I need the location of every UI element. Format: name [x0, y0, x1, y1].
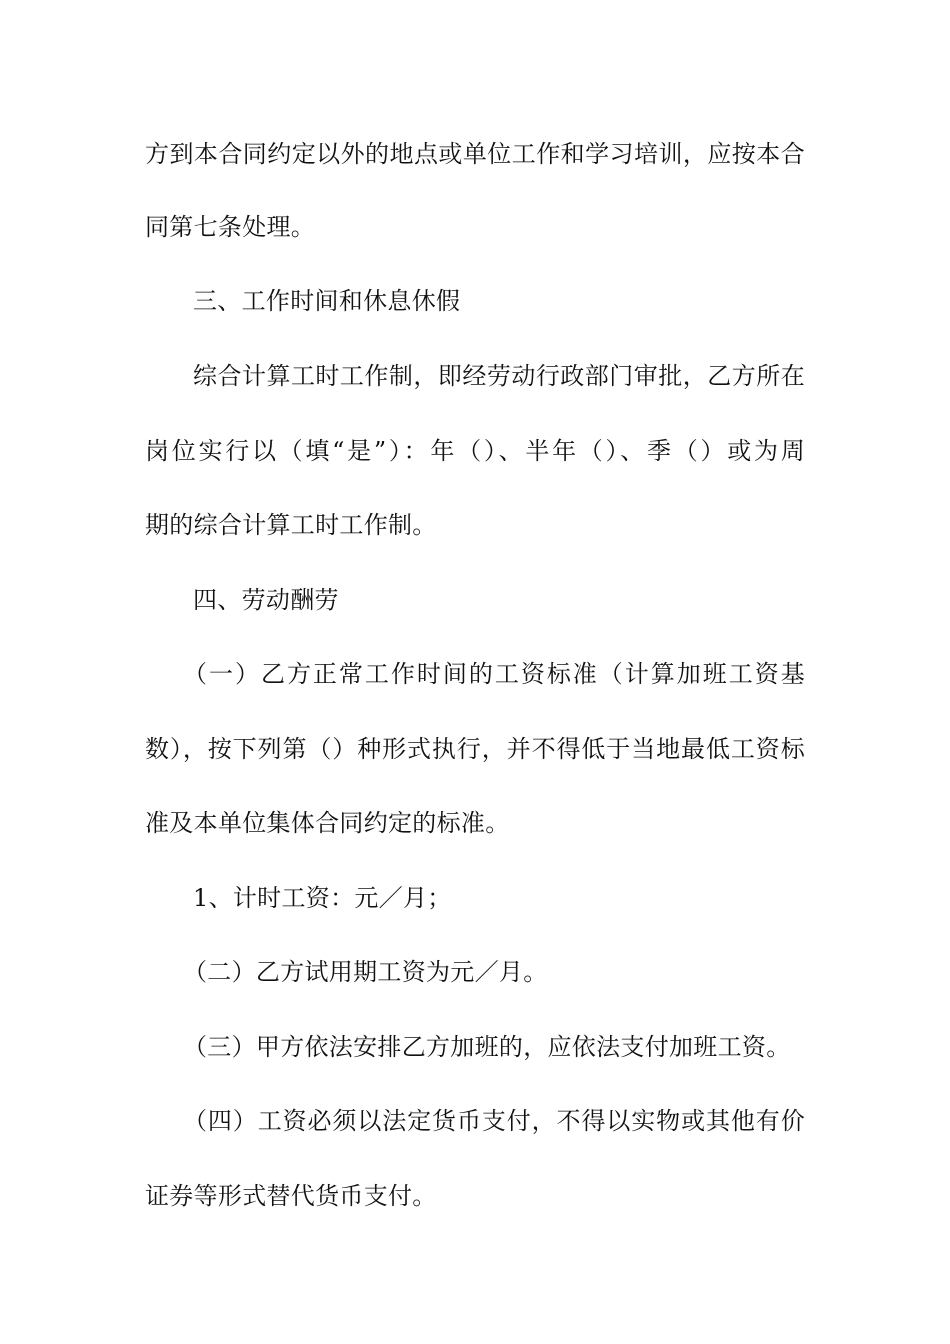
section-heading: 四、劳动酬劳 [193, 586, 339, 614]
paragraph-line: （四）工资必须以法定货币支付，不得以实物或其他有价 [183, 1107, 805, 1135]
paragraph-line: （一）乙方正常工作时间的工资标准（计算加班工资基 [183, 660, 805, 688]
paragraph-line: 岗位实行以（填“是”）：年（）、半年（）、季（）或为周 [145, 437, 805, 465]
paragraph-line: 准及本单位集体合同约定的标准。 [145, 809, 510, 837]
paragraph-line: 综合计算工时工作制，即经劳动行政部门审批，乙方所在 [193, 362, 805, 390]
section-heading: 三、工作时间和休息休假 [193, 287, 461, 315]
paragraph-line: 期的综合计算工时工作制。 [145, 511, 437, 539]
paragraph-line: 证券等形式替代货币支付。 [145, 1182, 437, 1210]
paragraph-line: 方到本合同约定以外的地点或单位工作和学习培训，应按本合 [145, 140, 805, 168]
paragraph-line: （三）甲方依法安排乙方加班的，应依法支付加班工资。 [183, 1033, 791, 1061]
paragraph-line: 同第七条处理。 [145, 213, 316, 241]
paragraph-line: （二）乙方试用期工资为元／月。 [183, 958, 548, 986]
paragraph-line: 数），按下列第（）种形式执行，并不得低于当地最低工资标 [145, 735, 805, 763]
list-item: 1、计时工资：元／月； [193, 884, 452, 912]
